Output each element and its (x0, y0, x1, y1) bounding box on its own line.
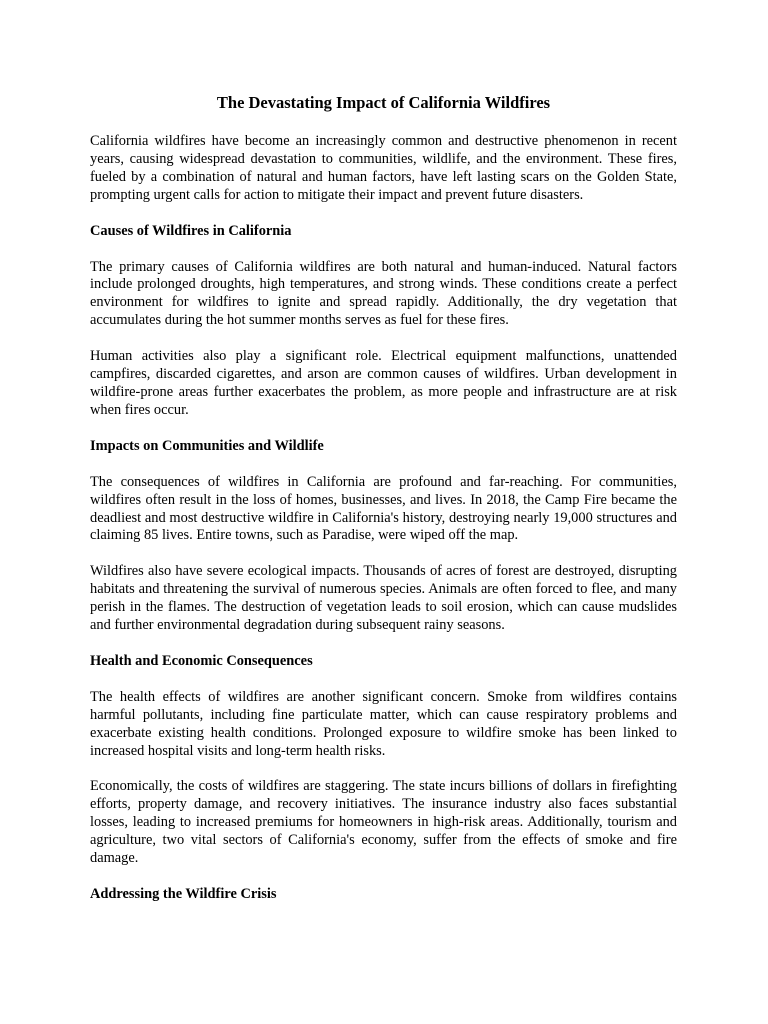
section-heading-health-economic: Health and Economic Consequences (90, 652, 313, 669)
paragraph: The primary causes of California wildfires are both natural and human-induced. Natural factors include prolonged droughts, high temperatures, and strong winds. These conditions create a perfect environment for wildfires to ignite and spread rapidly. Additionally, the dry vegetation that accumulates during the hot summer months serves as fuel for these fires. (90, 258, 677, 329)
paragraph: Economically, the costs of wildfires are staggering. The state incurs billions of dollars in firefighting efforts, property damage, and recovery initiatives. The insurance industry also faces substantial losses, leading to increased premiums for homeowners in high-risk areas. Additionally, tourism and agriculture, two vital sectors of California's economy, suffer from the effects of smoke and fire damage. (90, 778, 677, 867)
section-heading-causes: Causes of Wildfires in California (90, 222, 292, 239)
paragraph: Wildfires also have severe ecological impacts. Thousands of acres of forest are destroyed, disrupting habitats and threatening the survival of numerous species. Animals are often forced to flee, and many perish in the flames. The destruction of vegetation leads to soil erosion, which can cause mudslides and further environmental degradation during subsequent rainy seasons. (90, 563, 677, 634)
intro-paragraph: California wildfires have become an increasingly common and destructive phenomenon in recent years, causing widespread devastation to communities, wildlife, and the environment. These fires, fueled by a combination of natural and human factors, have left lasting scars on the Golden State, prompting urgent calls for action to mitigate their impact and prevent future disasters. (90, 133, 677, 203)
document-title: The Devastating Impact of California Wildfires (216, 93, 551, 112)
section-heading-addressing: Addressing the Wildfire Crisis (90, 886, 277, 902)
paragraph: The consequences of wildfires in California are profound and far-reaching. For communities, wildfires often result in the loss of homes, businesses, and lives. In 2018, the Camp Fire became the deadliest and most destructive wildfire in California's history, destroying nearly 19,000 structures and claiming 85 lives. Entire towns, such as Paradise, were wiped off the map. (90, 473, 677, 544)
paragraph: The health effects of wildfires are another significant concern. Smoke from wildfires contains harmful pollutants, including fine particulate matter, which can cause respiratory problems and exacerbate existing health conditions. Prolonged exposure to wildfire smoke has been linked to increased hospital visits and long-term health risks. (90, 688, 677, 759)
document-page (90, 92, 677, 922)
section-heading-impacts: Impacts on Communities and Wildlife (90, 437, 324, 454)
paragraph: Human activities also play a significant role. Electrical equipment malfunctions, unattended campfires, discarded cigarettes, and arson are common causes of wildfires. Urban development in wildfire-prone areas further exacerbates the problem, as more people and infrastructure are at risk when fires occur. (90, 348, 677, 418)
